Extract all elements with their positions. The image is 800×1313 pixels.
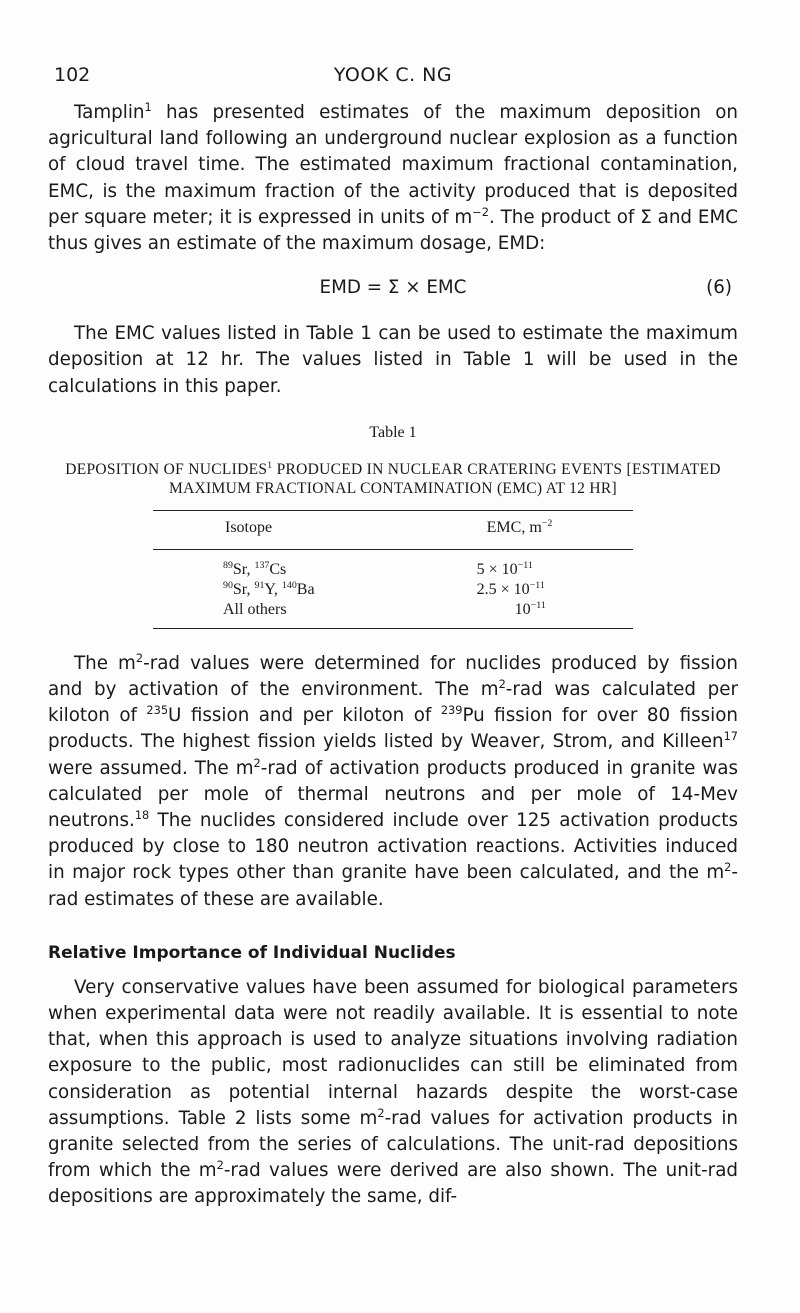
- table-row: [153, 580, 633, 600]
- emc-coefficient: 10: [514, 600, 531, 618]
- isotope-cell: [153, 580, 467, 600]
- isotope-label: All others: [223, 600, 287, 618]
- element-symbol: Sr,: [232, 580, 255, 598]
- element-symbol: Cs: [269, 560, 287, 578]
- p3-text: Pu fission for over 80 fission products. The highest fission yields listed by Weaver, Strom, and Killeen: [48, 705, 738, 753]
- document-page: [48, 60, 738, 1211]
- caption-reference: 1: [267, 459, 273, 471]
- paragraph-1: [48, 100, 738, 257]
- p3-superscript: 239: [440, 703, 463, 718]
- emc-exponent: −11: [530, 599, 546, 611]
- page-number: 102: [54, 64, 91, 86]
- p4-superscript: 2: [216, 1158, 224, 1173]
- p4-superscript: 2: [377, 1105, 385, 1120]
- caption-text-a: DEPOSITION OF NUCLIDES: [65, 460, 268, 478]
- page-header: [48, 60, 738, 100]
- equation-number: (6): [706, 277, 732, 299]
- equation-body: EMD = Σ × EMC: [319, 277, 467, 299]
- table-header-row: [153, 510, 633, 549]
- p3-superscript: 17: [723, 729, 738, 744]
- table-row: [153, 600, 633, 629]
- isotope-cell: [153, 549, 467, 580]
- mass-number: 91: [254, 579, 265, 591]
- exponent-superscript: −2: [472, 204, 489, 219]
- table-caption: [48, 460, 738, 498]
- emc-cell: [467, 600, 633, 629]
- p1-text-c: . The product of Σ and EMC thus gives an estimate of the maximum dosage, EMD:: [48, 206, 739, 255]
- caption-text-b: PRODUCED IN NUCLEAR CRATERING EVENTS [ESTIMATED MAXIMUM FRACTIONAL CONTAMINATION (EMC) AT 12 HR]: [168, 460, 721, 497]
- mass-number: 140: [281, 579, 297, 591]
- element-symbol: Y,: [264, 580, 282, 598]
- paragraph-4: [48, 975, 738, 1211]
- column-header-emc: [467, 510, 633, 549]
- p3-superscript: 2: [724, 860, 732, 875]
- p3-superscript: 2: [498, 677, 506, 691]
- emc-header-text: EMC, m: [486, 518, 542, 536]
- table-row: [153, 549, 633, 580]
- p4-text: -rad values for activation products in granite selected from the series of calculations. The unit-rad depositions from which the m: [48, 1107, 738, 1182]
- p3-text: were assumed. The m: [48, 757, 254, 779]
- p3-superscript: 18: [134, 808, 150, 823]
- p4-text: -rad values were derived are also shown. The unit-rad depositions are approximately the same, dif-: [48, 1160, 738, 1208]
- p3-text: -rad of activation products produced in granite was calculated per mole of thermal neutrons and per mole of 14-Mev neutrons.: [48, 757, 738, 832]
- p1-text-b: has presented estimates of the maximum deposition on agricultural land following an underground nuclear explosion as a function of cloud travel time. The estimated maximum fractional contamination, EMC, is the maximum fraction of the activity produced that is deposited per square meter; it is expressed in units of m: [48, 102, 738, 228]
- p3-text: U fission and per kiloton of: [168, 705, 441, 727]
- p3-text: -rad estimates of these are available.: [48, 862, 738, 910]
- emc-cell: [467, 549, 633, 580]
- emc-cell: [467, 580, 633, 600]
- paragraph-2: The EMC values listed in Table 1 can be used to estimate the maximum deposition at 12 hr. The values listed in Table 1 will be used in the calculations in this paper.: [48, 323, 738, 397]
- column-header-isotope: Isotope: [153, 510, 467, 549]
- emc-coefficient: 5 × 10: [476, 560, 518, 578]
- isotope-cell: [153, 600, 467, 629]
- mass-number: 137: [254, 559, 270, 571]
- p1-text-a: Tamplin: [74, 102, 145, 123]
- element-symbol: Ba: [296, 580, 315, 598]
- p3-text: -rad values were determined for nuclides produced by fission and by activation of the environment. The m: [48, 652, 738, 701]
- p3-text: The m: [74, 652, 136, 674]
- emc-exponent: −11: [517, 559, 533, 571]
- emc-exponent: −11: [529, 579, 545, 591]
- element-symbol: Sr,: [232, 560, 255, 578]
- p3-text: -rad was calculated per kiloton of: [48, 679, 738, 727]
- deposition-table: [153, 510, 633, 629]
- mass-number: 89: [223, 559, 233, 571]
- p3-superscript: 2: [253, 755, 261, 770]
- p3-superscript: 2: [135, 650, 144, 665]
- paragraph-3: [48, 651, 738, 913]
- p3-superscript: 235: [146, 703, 169, 718]
- running-head: YOOK C. NG: [333, 64, 453, 86]
- p4-text: Very conservative values have been assumed for biological parameters when experimental data were not readily available. It is essential to note that, when this approach is used to analyze situations involving radiation exposure to the public, most radionuclides can still be eliminated from consideration as potential internal hazards despite the worst-case assumptions. Table 2 lists some m: [48, 976, 738, 1129]
- reference-superscript: 1: [144, 99, 152, 114]
- mass-number: 90: [223, 579, 233, 591]
- table-label: Table 1: [369, 423, 417, 441]
- emc-header-exponent: −2: [541, 517, 553, 529]
- equation-6: [48, 271, 738, 309]
- p3-text: The nuclides considered include over 125 activation products produced by close to 180 neutron activation reactions. Activities induced in major rock types other than granite have been calculated, and the m: [48, 810, 738, 884]
- emc-coefficient: 2.5 × 10: [476, 580, 530, 598]
- section-heading: Relative Importance of Individual Nuclides: [48, 942, 456, 963]
